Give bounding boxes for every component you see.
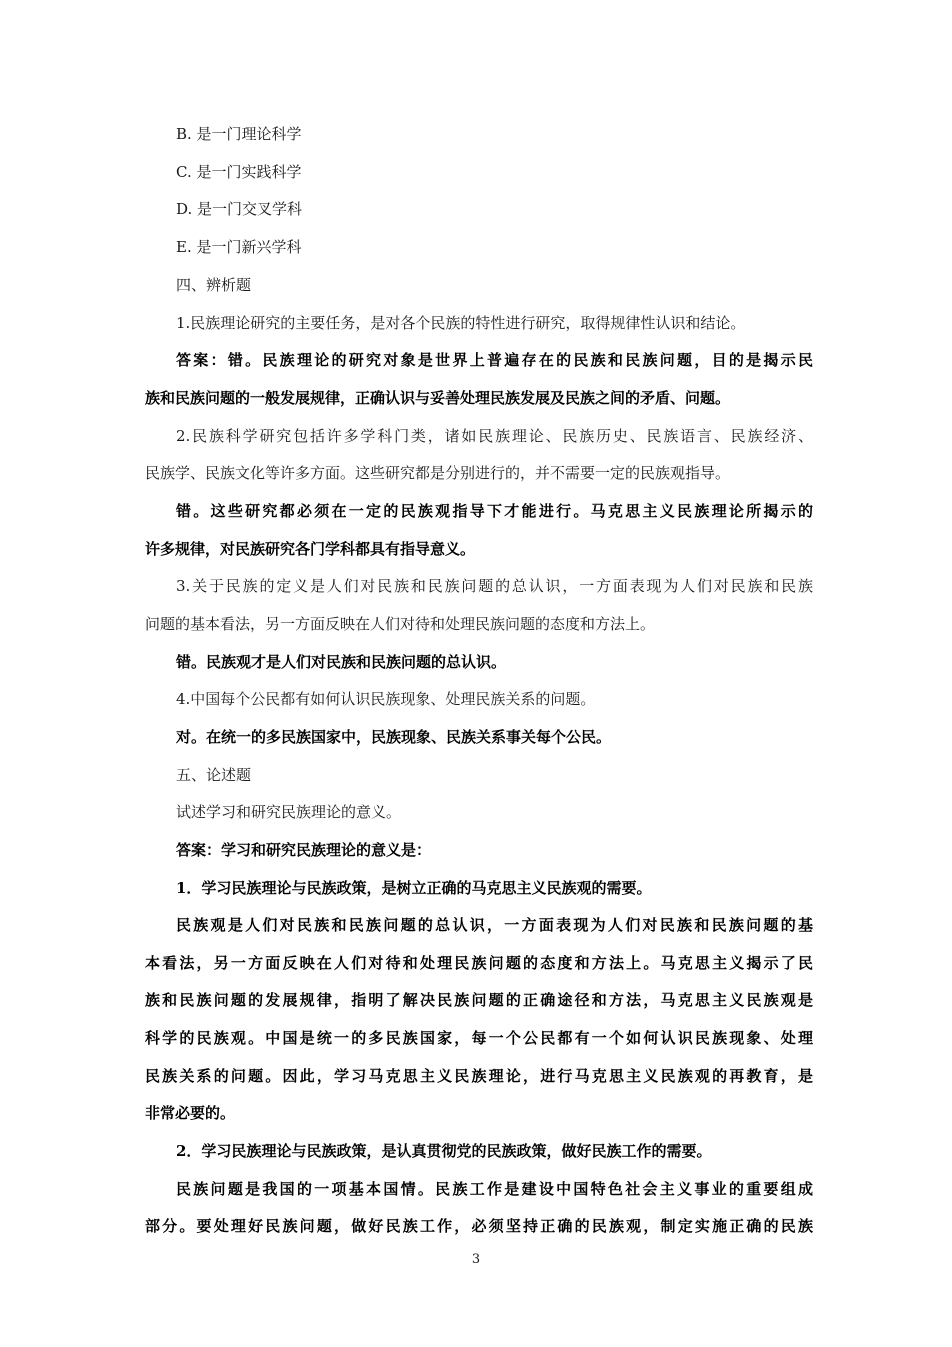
question-3-line-1: 3.关于民族的定义是人们对民族和民族问题的总认识，一方面表现为人们对民族和民族 — [176, 577, 813, 595]
essay-point-1-line-4: 科学的民族观。中国是统一的多民族国家，每一个公民都有一个如何认识民族现象、处理 — [145, 1029, 813, 1047]
section-5-heading: 五、论述题 — [176, 766, 252, 784]
option-d: D. 是一门交叉学科 — [176, 200, 303, 218]
answer-2-line-1: 错。这些研究都必须在一定的民族观指导下才能进行。马克思主义民族理论所揭示的 — [176, 502, 813, 520]
page-number: 3 — [471, 1252, 481, 1267]
essay-point-1-line-5: 民族关系的问题。因此，学习马克思主义民族理论，进行马克思主义民族观的再教育，是 — [145, 1067, 813, 1085]
option-c: C. 是一门实践科学 — [176, 163, 302, 181]
essay-point-2-line-2: 部分。要处理好民族问题，做好民族工作，必须坚持正确的民族观，制定实施正确的民族 — [145, 1217, 813, 1235]
question-4: 4.中国每个公民都有如何认识民族现象、处理民族关系的问题。 — [176, 690, 596, 708]
option-b: B. 是一门理论科学 — [176, 125, 302, 143]
question-2-line-1: 2.民族科学研究包括许多学科门类，诸如民族理论、民族历史、民族语言、民族经济、 — [176, 427, 813, 445]
answer-1-line-2: 族和民族问题的一般发展规律，正确认识与妥善处理民族发展及民族之间的矛盾、问题。 — [145, 389, 731, 407]
essay-point-2-line-1: 民族问题是我国的一项基本国情。民族工作是建设中国特色社会主义事业的重要组成 — [176, 1180, 813, 1198]
section-4-heading: 四、辨析题 — [176, 276, 252, 294]
essay-point-1-line-2: 本看法，另一方面反映在人们对待和处理民族问题的态度和方法上。马克思主义揭示了民 — [145, 954, 813, 972]
essay-answer-intro: 答案：学习和研究民族理论的意义是： — [176, 841, 432, 859]
option-e: E. 是一门新兴学科 — [176, 238, 302, 256]
essay-point-2-title: 2．学习民族理论与民族政策，是认真贯彻党的民族政策，做好民族工作的需要。 — [176, 1142, 712, 1160]
answer-3: 错。民族观才是人们对民族和民族问题的总认识。 — [176, 653, 507, 671]
question-3-line-2: 问题的基本看法，另一方面反映在人们对待和处理民族问题的态度和方法上。 — [145, 615, 656, 633]
essay-point-1-title: 1．学习民族理论与民族政策，是树立正确的马克思主义民族观的需要。 — [176, 879, 652, 897]
answer-1-line-1: 答案：错。民族理论的研究对象是世界上普遍存在的民族和民族问题，目的是揭示民 — [176, 351, 813, 369]
essay-point-1-line-1: 民族观是人们对民族和民族问题的总认识，一方面表现为人们对民族和民族问题的基 — [176, 916, 813, 934]
answer-2-line-2: 许多规律，对民族研究各门学科都具有指导意义。 — [145, 540, 476, 558]
answer-4: 对。在统一的多民族国家中，民族现象、民族关系事关每个公民。 — [176, 728, 612, 746]
essay-point-1-line-3: 族和民族问题的发展规律，指明了解决民族问题的正确途径和方法，马克思主义民族观是 — [145, 991, 813, 1009]
question-1: 1.民族理论研究的主要任务，是对各个民族的特性进行研究，取得规律性认识和结论。 — [176, 314, 746, 332]
essay-point-1-line-6: 非常必要的。 — [145, 1104, 236, 1122]
essay-question: 试述学习和研究民族理论的意义。 — [176, 803, 402, 821]
question-2-line-2: 民族学、民族文化等许多方面。这些研究都是分别进行的，并不需要一定的民族观指导。 — [145, 464, 731, 482]
